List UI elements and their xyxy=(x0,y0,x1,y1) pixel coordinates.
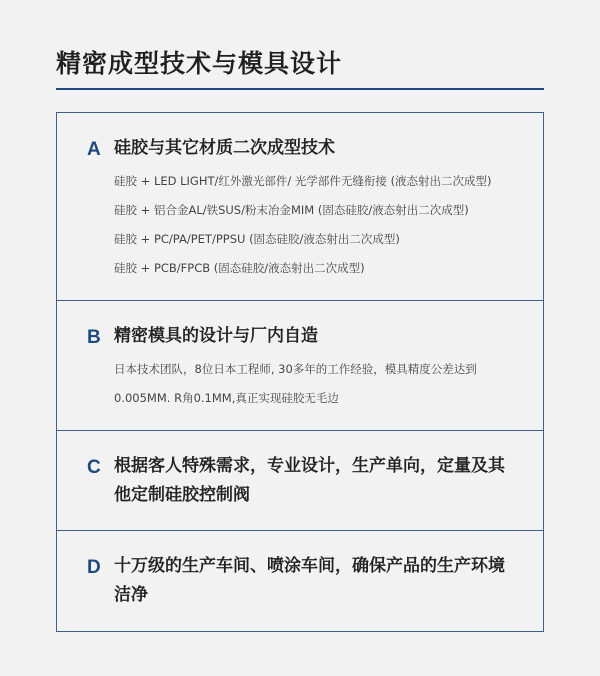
section-line: 硅胶 + PCB/FPCB (固态硅胶/液态射出二次成型) xyxy=(114,261,365,275)
section-d xyxy=(57,531,543,631)
section-line: 硅胶 + 铝合金AL/铁SUS/粉末冶金MIM (固态硅胶/液态射出二次成型) xyxy=(114,203,469,217)
section-title: 十万级的生产车间、喷涂车间，确保产品的生产环境洁净 xyxy=(114,556,505,605)
page-title: 精密成型技术与模具设计 xyxy=(56,49,343,78)
section-a xyxy=(57,113,543,301)
section-title: 硅胶与其它材质二次成型技术 xyxy=(114,138,335,158)
section-line: 硅胶 + PC/PA/PET/PPSU (固态硅胶/液态射出二次成型) xyxy=(114,232,400,246)
section-line: 硅胶 + LED LIGHT/红外激光部件/ 光学部件无缝衔接 (液态射出二次成型) xyxy=(114,174,492,188)
section-b xyxy=(57,301,543,431)
section-letter: B xyxy=(87,327,101,348)
section-letter: A xyxy=(87,139,101,160)
content-panel xyxy=(56,112,544,632)
section-letter: C xyxy=(87,457,101,478)
section-line: 日本技术团队，8位日本工程师, 30多年的工作经验，模具精度公差达到 xyxy=(114,362,477,376)
section-title: 根据客人特殊需求，专业设计，生产单向，定量及其他定制硅胶控制阀 xyxy=(114,456,505,505)
section-letter: D xyxy=(87,557,101,578)
section-title: 精密模具的设计与厂内自造 xyxy=(114,326,318,346)
section-line: 0.005MM. R角0.1MM,真正实现硅胶无毛边 xyxy=(114,391,339,405)
section-c xyxy=(57,431,543,531)
title-underline xyxy=(56,88,544,90)
